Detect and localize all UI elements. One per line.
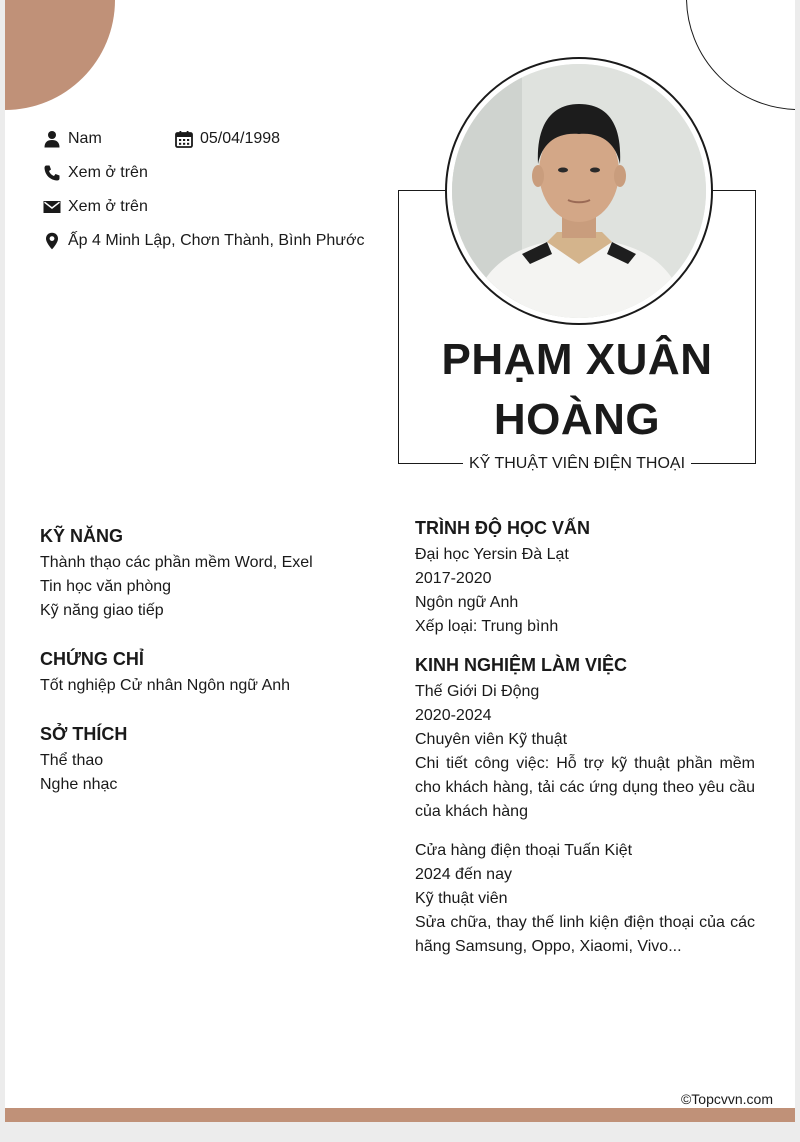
profile-photo-illustration (452, 64, 706, 318)
skill-item: Thành thạo các phần mềm Word, Exel (40, 554, 313, 571)
full-name (398, 330, 756, 450)
birthdate-text: 05/04/1998 (200, 130, 281, 147)
calendar-icon (175, 130, 193, 148)
contact-gender (43, 129, 102, 149)
decorative-circle-outline (686, 0, 795, 110)
job-description: Chi tiết công việc: Hỗ trợ kỹ thuật phần mềm cho khách hàng, tải các ứng dụng theo yêu cầu của khách hàng (415, 755, 755, 820)
hobbies-heading: SỞ THÍCH (40, 724, 128, 744)
email-text: Xem ở trên (68, 198, 148, 215)
education-school: Đại học Yersin Đà Lạt (415, 546, 569, 563)
hobby-item: Thể thao (40, 752, 104, 769)
address-text: Ấp 4 Minh Lập, Chơn Thành, Bình Phước (68, 232, 365, 249)
job-title-text: KỸ THUẬT VIÊN ĐIỆN THOẠI (463, 455, 691, 472)
mail-icon (43, 198, 61, 216)
job-company: Cửa hàng điện thoại Tuấn Kiệt (415, 842, 633, 859)
contact-birthdate (175, 129, 280, 149)
job-title (398, 454, 756, 474)
education-period: 2017-2020 (415, 570, 492, 587)
decorative-quarter-circle (5, 0, 115, 110)
skill-item: Tin học văn phòng (40, 578, 172, 595)
hobby-item: Nghe nhạc (40, 776, 118, 793)
job-description: Sửa chữa, thay thế linh kiện điện thoại của các hãng Samsung, Oppo, Xiaomi, Vivo... (415, 914, 755, 955)
contact-address (43, 231, 364, 251)
education-heading: TRÌNH ĐỘ HỌC VẤN (415, 518, 590, 538)
certificate-item: Tốt nghiệp Cử nhân Ngôn ngữ Anh (40, 677, 291, 694)
contact-phone (43, 163, 148, 183)
resume-page (5, 0, 795, 1122)
job-period: 2020-2024 (415, 707, 492, 724)
education-grade: Xếp loại: Trung bình (415, 618, 559, 635)
bottom-accent-bar (5, 1108, 795, 1122)
job-company: Thế Giới Di Động (415, 683, 540, 700)
profile-photo (452, 64, 706, 318)
education-major: Ngôn ngữ Anh (415, 594, 519, 611)
full-name-line1: PHẠM XUÂN (441, 335, 713, 384)
location-pin-icon (43, 232, 61, 250)
certificates-heading: CHỨNG CHỈ (40, 649, 144, 669)
phone-icon (43, 164, 61, 182)
job-position: Chuyên viên Kỹ thuật (415, 731, 568, 748)
experience-heading: KINH NGHIỆM LÀM VIỆC (415, 655, 628, 675)
job-position: Kỹ thuật viên (415, 890, 508, 907)
skills-heading: KỸ NĂNG (40, 526, 124, 546)
footer-copyright[interactable]: ©Topcvvn.com (680, 1091, 773, 1107)
job-period: 2024 đến nay (415, 866, 512, 883)
phone-text: Xem ở trên (68, 164, 148, 181)
gender-text: Nam (68, 130, 102, 147)
skill-item: Kỹ năng giao tiếp (40, 602, 164, 619)
contact-email (43, 197, 148, 217)
full-name-line2: HOÀNG (493, 395, 661, 444)
person-icon (43, 130, 61, 148)
